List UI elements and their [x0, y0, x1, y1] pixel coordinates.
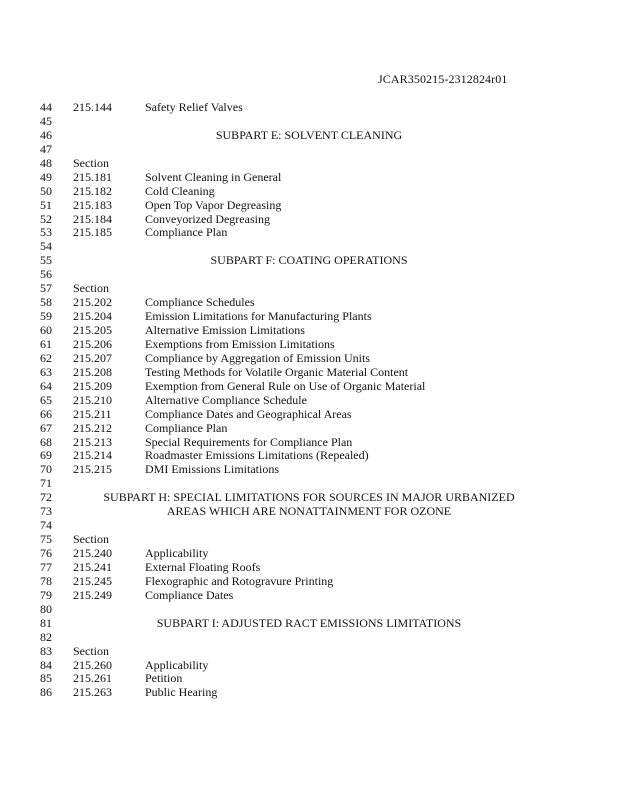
document-line: [0, 157, 618, 171]
section-title: Emission Limitations for Manufacturing Plants: [145, 309, 372, 324]
section-number: 215.144: [73, 100, 112, 114]
section-title: Compliance by Aggregation of Emission Units: [145, 350, 370, 365]
line-number: 63: [40, 364, 52, 379]
document-line: [0, 575, 618, 589]
line-number: 52: [40, 211, 52, 226]
document-line: [0, 101, 618, 115]
section-title: Compliance Plan: [145, 225, 228, 240]
document-line: [0, 324, 618, 338]
section-number: 215.185: [73, 225, 112, 240]
subpart-heading: SUBPART E: SOLVENT CLEANING: [215, 127, 403, 142]
document-line: [0, 213, 618, 227]
document-line: [0, 310, 618, 324]
document-line: [0, 436, 618, 450]
document-line: [0, 254, 618, 268]
document-line: [0, 672, 618, 686]
line-number: 81: [40, 615, 52, 630]
document-line: [0, 408, 618, 422]
line-number: 73: [40, 504, 52, 519]
line-number: 67: [40, 420, 52, 435]
section-number: 215.261: [73, 671, 112, 686]
line-number: 51: [40, 197, 52, 212]
document-line: [0, 547, 618, 561]
section-title: External Floating Roofs: [145, 559, 261, 574]
document-line: [0, 171, 618, 185]
section-number: 215.215: [73, 462, 112, 477]
line-number: 50: [40, 183, 52, 198]
line-number: 46: [40, 127, 52, 142]
document-line: [0, 199, 618, 213]
document-line: [0, 603, 618, 617]
document-line: [0, 617, 618, 631]
line-number: 69: [40, 448, 52, 463]
document-line: [0, 129, 618, 143]
line-number: 54: [40, 239, 52, 254]
section-title: Conveyorized Degreasing: [145, 211, 270, 226]
section-number: 215.202: [73, 295, 112, 310]
line-number: 44: [40, 100, 52, 114]
line-number: 47: [40, 141, 52, 156]
section-title: Open Top Vapor Degreasing: [145, 197, 282, 212]
document-id: JCAR350215-2312824r01: [378, 72, 508, 86]
document-line: [0, 686, 618, 700]
line-number: 56: [40, 267, 52, 282]
document-line: [0, 533, 618, 547]
line-number: 75: [40, 532, 52, 547]
document-line: [0, 282, 618, 296]
section-number: 215.249: [73, 587, 112, 602]
section-number: 215.245: [73, 573, 112, 588]
line-number: 84: [40, 657, 52, 672]
section-number: 215.184: [73, 211, 112, 226]
section-number: 215.206: [73, 336, 112, 351]
line-number: 49: [40, 169, 52, 184]
section-title: Cold Cleaning: [145, 183, 215, 198]
line-number: 79: [40, 587, 52, 602]
section-number: 215.183: [73, 197, 112, 212]
document-line: [0, 589, 618, 603]
line-number: 78: [40, 573, 52, 588]
document-line: [0, 505, 618, 519]
section-number: 215.205: [73, 323, 112, 337]
line-number: 62: [40, 350, 52, 365]
document-line: [0, 561, 618, 575]
section-title: Special Requirements for Compliance Plan: [145, 434, 353, 449]
section-number: 215.213: [73, 434, 112, 449]
document-line: [0, 477, 618, 491]
section-number: 215.260: [73, 657, 112, 672]
line-number: 82: [40, 629, 52, 644]
line-number: 48: [40, 155, 52, 170]
section-title: Alternative Compliance Schedule: [145, 392, 307, 407]
section-number: 215.209: [73, 378, 112, 393]
line-number: 59: [40, 309, 52, 324]
line-number: 86: [40, 685, 52, 700]
document-line: [0, 366, 618, 380]
subpart-heading: SUBPART F: COATING OPERATIONS: [210, 253, 408, 268]
line-number: 60: [40, 323, 52, 337]
section-label: Section: [73, 643, 109, 658]
document-line: [0, 631, 618, 645]
document-line: [0, 519, 618, 533]
document-line: [0, 659, 618, 673]
line-number: 74: [40, 518, 52, 533]
document-line: [0, 449, 618, 463]
line-number: 70: [40, 462, 52, 477]
subpart-heading: AREAS WHICH ARE NONATTAINMENT FOR OZONE: [166, 504, 452, 519]
document-line: [0, 268, 618, 282]
document-line: [0, 645, 618, 659]
section-number: 215.240: [73, 546, 112, 560]
line-number: 72: [40, 490, 52, 505]
section-number: 215.208: [73, 364, 112, 379]
line-number: 77: [40, 559, 52, 574]
section-title: Compliance Dates and Geographical Areas: [145, 406, 352, 421]
section-title: Applicability: [145, 657, 209, 672]
section-number: 215.214: [73, 448, 112, 463]
line-number: 55: [40, 253, 52, 268]
section-title: Solvent Cleaning in General: [145, 169, 282, 184]
line-number: 83: [40, 643, 52, 658]
section-number: 215.207: [73, 350, 112, 365]
section-title: Testing Methods for Volatile Organic Material Content: [145, 364, 409, 379]
line-number: 68: [40, 434, 52, 449]
section-number: 215.212: [73, 420, 112, 435]
section-title: Exemptions from Emission Limitations: [145, 336, 335, 351]
section-number: 215.210: [73, 392, 112, 407]
document-line: [0, 143, 618, 157]
document-line: [0, 240, 618, 254]
section-title: Exemption from General Rule on Use of Organic Material: [145, 378, 426, 393]
section-title: Compliance Dates: [145, 587, 234, 602]
line-number: 85: [40, 671, 52, 686]
section-title: Roadmaster Emissions Limitations (Repealed): [145, 448, 369, 463]
line-number: 53: [40, 225, 52, 240]
document-line: [0, 296, 618, 310]
document-line: [0, 352, 618, 366]
document-line: [0, 422, 618, 436]
section-label: Section: [73, 532, 109, 547]
section-title: Public Hearing: [145, 685, 218, 700]
line-number: 66: [40, 406, 52, 421]
line-number: 58: [40, 295, 52, 310]
section-title: Applicability: [145, 546, 209, 560]
document-line: [0, 394, 618, 408]
line-number: 80: [40, 601, 52, 616]
subpart-heading: SUBPART H: SPECIAL LIMITATIONS FOR SOURCES IN MAJOR URBANIZED: [103, 490, 515, 505]
document-line: [0, 463, 618, 477]
section-title: Compliance Plan: [145, 420, 228, 435]
subpart-heading: SUBPART I: ADJUSTED RACT EMISSIONS LIMITATIONS: [156, 615, 462, 630]
line-number: 45: [40, 113, 52, 128]
document-line: [0, 380, 618, 394]
line-number: 61: [40, 336, 52, 351]
document-line: [0, 338, 618, 352]
section-number: 215.182: [73, 183, 112, 198]
section-title: Safety Relief Valves: [145, 100, 243, 114]
section-number: 215.263: [73, 685, 112, 700]
section-title: Alternative Emission Limitations: [145, 323, 305, 337]
section-title: Flexographic and Rotogravure Printing: [145, 573, 334, 588]
line-number: 76: [40, 546, 52, 560]
line-number: 64: [40, 378, 52, 393]
document-line: [0, 185, 618, 199]
section-label: Section: [73, 155, 109, 170]
document-line: [0, 115, 618, 129]
document-body: [0, 101, 618, 700]
line-number: 65: [40, 392, 52, 407]
section-number: 215.211: [73, 406, 112, 421]
section-number: 215.204: [73, 309, 112, 324]
section-label: Section: [73, 281, 109, 296]
section-number: 215.181: [73, 169, 112, 184]
line-number: 57: [40, 281, 52, 296]
section-title: Compliance Schedules: [145, 295, 255, 310]
document-line: [0, 491, 618, 505]
section-title: Petition: [145, 671, 183, 686]
document-line: [0, 226, 618, 240]
section-number: 215.241: [73, 559, 112, 574]
line-number: 71: [40, 476, 52, 491]
section-title: DMI Emissions Limitations: [145, 462, 280, 477]
